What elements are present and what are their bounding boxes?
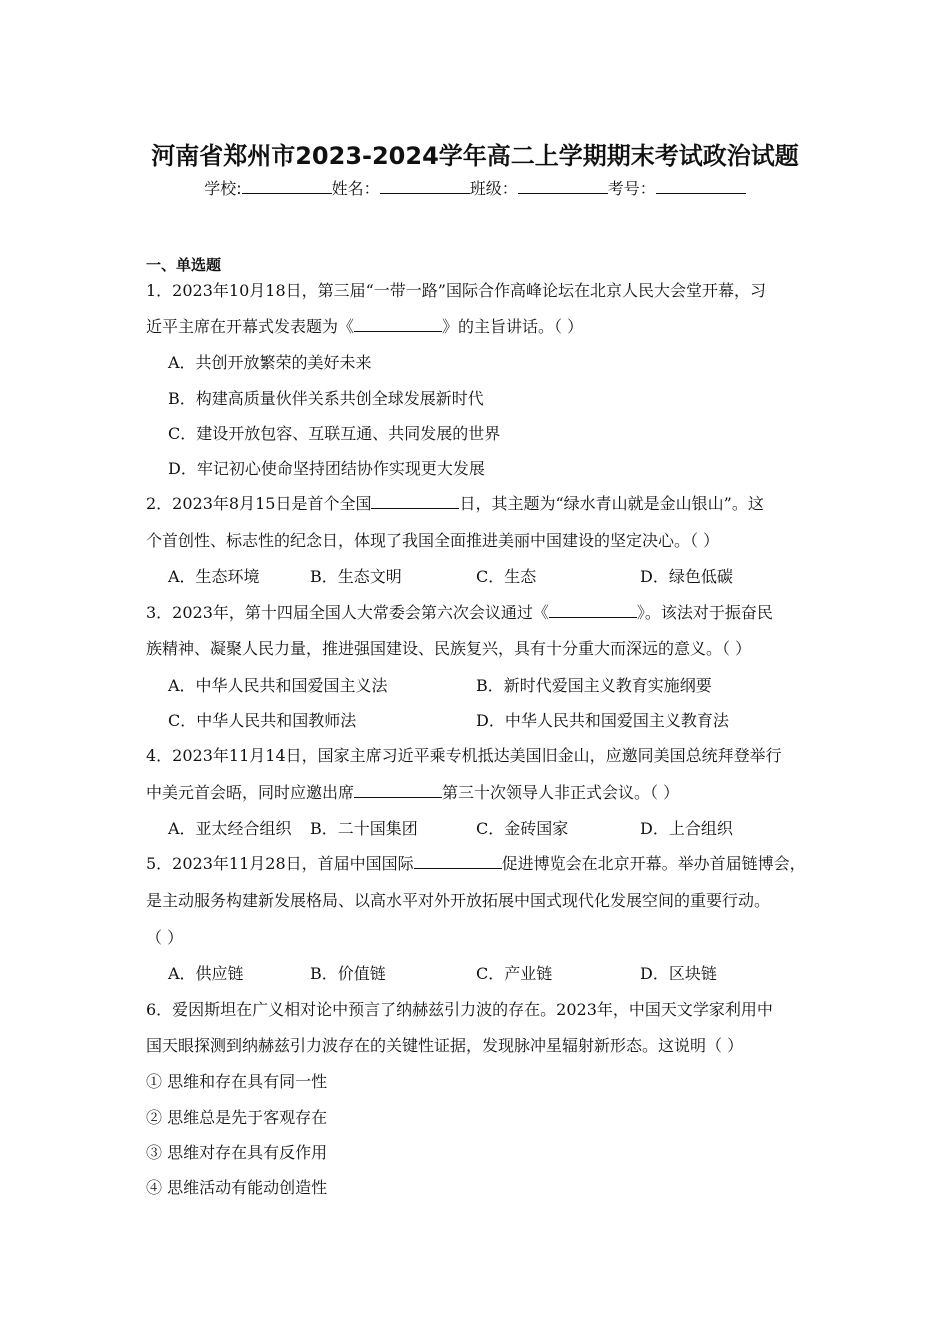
q4-option-c[interactable]: C．金砖国家: [476, 819, 569, 838]
q1-option-a[interactable]: A．共创开放繁荣的美好未来: [168, 353, 372, 372]
q5-option-a[interactable]: A．供应链: [168, 964, 244, 983]
q6-statement-1: ① 思维和存在具有同一性: [146, 1072, 328, 1091]
q1-line2-a: 近平主席在开幕式发表题为《: [146, 317, 355, 336]
q3-blank: [549, 603, 637, 618]
q1-option-d[interactable]: D．牢记初心使命坚持团结协作实现更大发展: [168, 459, 485, 478]
q4-option-b[interactable]: B．二十国集团: [310, 819, 418, 838]
name-label: 姓名：: [331, 179, 380, 198]
q5-line1: [146, 851, 806, 874]
student-info-line: [0, 176, 950, 199]
q3-line1: [146, 600, 773, 623]
q1-option-b[interactable]: B．构建高质量伙伴关系共创全球发展新时代: [168, 389, 484, 408]
q1-blank: [354, 317, 442, 332]
q5-option-b[interactable]: B．价值链: [310, 964, 386, 983]
class-label: 班级：: [469, 179, 518, 198]
q4-option-d[interactable]: D．上合组织: [640, 819, 733, 838]
q4-line2-a: 中美元首会晤，同时应邀出席: [146, 783, 355, 802]
q3-line1-b: 》。该法对于振奋民: [636, 603, 773, 622]
school-label: 学校:: [204, 179, 242, 198]
q1-line2: [146, 314, 583, 337]
q4-blank: [354, 783, 442, 798]
q1-option-c[interactable]: C．建设开放包容、互联互通、共同发展的世界: [168, 424, 501, 443]
class-blank[interactable]: [518, 179, 608, 194]
q5-line1-a: 5．2023年11月28日，首届中国国际: [146, 854, 414, 873]
q5-option-c[interactable]: C．产业链: [476, 964, 553, 983]
q6-statement-2: ② 思维总是先于客观存在: [146, 1108, 328, 1127]
q6-line1: 6．爱因斯坦在广义相对论中预言了纳赫兹引力波的存在。2023年，中国天文学家利用中: [146, 1000, 773, 1019]
q5-line3: （ ）: [146, 928, 184, 947]
q3-line2: 族精神、凝聚人民力量，推进强国建设、民族复兴，具有十分重大而深远的意义。（ ）: [146, 639, 752, 658]
q2-line2: 个首创性、标志性的纪念日，体现了我国全面推进美丽中国建设的坚定决心。（ ）: [146, 531, 720, 550]
q6-line2: 国天眼探测到纳赫兹引力波存在的关键性证据，发现脉冲星辐射新形态。这说明（ ）: [146, 1036, 744, 1055]
school-blank[interactable]: [242, 179, 332, 194]
q3-option-d[interactable]: D．中华人民共和国爱国主义教育法: [476, 711, 729, 730]
q4-line2: [146, 780, 679, 803]
q2-blank: [371, 494, 459, 509]
q2-option-b[interactable]: B．生态文明: [310, 567, 402, 586]
q6-statement-3: ③ 思维对存在具有反作用: [146, 1143, 328, 1162]
q4-option-a[interactable]: A．亚太经合组织: [168, 819, 292, 838]
id-blank[interactable]: [656, 179, 746, 194]
q4-line2-b: 第三十次领导人非正式会议。（ ）: [442, 783, 680, 802]
q2-option-d[interactable]: D．绿色低碳: [640, 567, 733, 586]
q5-line2: 是主动服务构建新发展格局、以高水平对外开放拓展中国式现代化发展空间的重要行动。: [146, 891, 771, 910]
q3-option-b[interactable]: B．新时代爱国主义教育实施纲要: [476, 676, 712, 695]
q5-blank: [414, 854, 502, 869]
page-title: 河南省郑州市2023-2024学年高二上学期期末考试政治试题: [151, 142, 799, 170]
q5-line1-b: 促进博览会在北京开幕。举办首届链博会，: [501, 854, 806, 873]
q2-option-a[interactable]: A．生态环境: [168, 567, 260, 586]
q4-line1: 4．2023年11月14日，国家主席习近平乘专机抵达美国旧金山，应邀同美国总统拜登举行: [146, 746, 782, 765]
q3-option-a[interactable]: A．中华人民共和国爱国主义法: [168, 676, 388, 695]
q6-statement-4: ④ 思维活动有能动创造性: [146, 1178, 328, 1197]
id-label: 考号：: [607, 179, 656, 198]
section-title: 一、单选题: [146, 256, 222, 274]
q3-line1-a: 3．2023年，第十四届全国人大常委会第六次会议通过《: [146, 603, 549, 622]
name-blank[interactable]: [380, 179, 470, 194]
q2-line1-b: 日，其主题为“绿水青山就是金山银山”。这: [459, 494, 764, 513]
q1-line2-b: 》的主旨讲话。（ ）: [442, 317, 584, 336]
q1-line1: 1．2023年10月18日，第三届“一带一路”国际合作高峰论坛在北京人民大会堂开幕，习: [146, 281, 766, 300]
q2-option-c[interactable]: C．生态: [476, 567, 537, 586]
q5-option-d[interactable]: D．区块链: [640, 964, 717, 983]
q2-line1-a: 2．2023年8月15日是首个全国: [146, 494, 372, 513]
q2-line1: [146, 491, 764, 514]
q3-option-c[interactable]: C．中华人民共和国教师法: [168, 711, 357, 730]
